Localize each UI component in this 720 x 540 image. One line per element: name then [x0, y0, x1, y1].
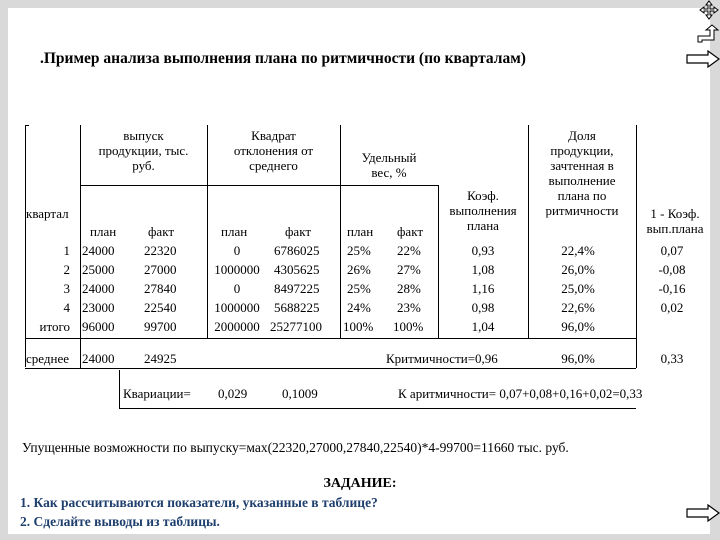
header-fact: факт [148, 224, 175, 239]
cell-quarter: итого [39, 319, 70, 334]
header-share-line: ритмичности [545, 203, 619, 218]
cell-quarter: 2 [63, 262, 70, 277]
header-share-line: выполнение [548, 173, 616, 188]
cell-plan: 24000 [82, 281, 115, 296]
cell-w-fact: 28% [397, 281, 421, 296]
cell-sq-plan: 0 [233, 281, 241, 296]
cell-sq-fact: 6786025 [274, 243, 320, 258]
avg-plan: 24000 [82, 351, 115, 366]
header-fact: факт [397, 224, 424, 239]
forward-arrow-icon[interactable] [686, 50, 720, 68]
cell-sq-plan: 2000000 [214, 319, 260, 334]
move-icon[interactable] [698, 0, 720, 20]
cell-share: 22,6% [561, 300, 595, 315]
header-share-line: продукции, [550, 143, 614, 158]
cell-quarter: 1 [63, 243, 70, 258]
cell-w-fact: 22% [397, 243, 421, 258]
cell-coef: 1,04 [471, 319, 495, 334]
header-square [207, 128, 340, 173]
cell-sq-fact: 25277100 [270, 319, 322, 334]
avg-fact: 24925 [144, 351, 177, 366]
header-weight-line: Удельный [361, 150, 417, 165]
avg-one: 0,33 [660, 351, 684, 366]
cell-plan: 24000 [82, 243, 115, 258]
cell-one: -0,08 [658, 262, 686, 277]
cell-one: -0,16 [658, 281, 686, 296]
header-coef-line: Коэф. [467, 188, 499, 203]
cell-share: 26,0% [561, 262, 595, 277]
cell-one: 0,07 [660, 243, 684, 258]
cell-share: 96,0% [561, 319, 595, 334]
avg-label: среднее [26, 351, 69, 366]
header-output [80, 128, 207, 173]
variation-label: Квариации= [123, 386, 191, 401]
cell-fact: 27000 [144, 262, 177, 277]
cell-w-plan: 25% [347, 243, 371, 258]
return-icon[interactable] [696, 24, 720, 44]
grid-line [119, 370, 120, 408]
cell-sq-plan: 0 [233, 243, 241, 258]
grid-line [25, 338, 636, 339]
cell-fact: 99700 [144, 319, 177, 334]
header-coef-line: выполнения [449, 203, 517, 218]
header-share [528, 128, 636, 218]
cell-quarter: 3 [63, 281, 70, 296]
task-item: 1. Как рассчитываются показатели, указанные в таблице? [20, 495, 378, 510]
header-output-line: продукции, тыс. [98, 143, 189, 158]
cell-sq-fact: 8497225 [274, 281, 320, 296]
cell-w-fact: 23% [397, 300, 421, 315]
cell-w-plan: 26% [347, 262, 371, 277]
cell-w-plan: 100% [343, 319, 374, 334]
grid-line [25, 125, 29, 126]
header-share-line: плана по [557, 188, 607, 203]
header-square-line: отклонения от [233, 143, 314, 158]
header-one-minus [636, 206, 714, 236]
header-output-line: руб. [132, 158, 155, 173]
cell-w-fact: 27% [397, 262, 421, 277]
arhythm-formula: К аритмичности= 0,07+0,08+0,16+0,02=0,33 [398, 386, 643, 401]
cell-w-plan: 24% [347, 300, 371, 315]
cell-sq-fact: 4305625 [274, 262, 320, 277]
task-title: ЗАДАНИЕ: [323, 476, 397, 491]
cell-fact: 22320 [144, 243, 177, 258]
cell-coef: 0,93 [471, 243, 495, 258]
cell-quarter: 4 [63, 300, 70, 315]
avg-share: 96,0% [561, 351, 595, 366]
header-coef [438, 188, 528, 233]
cell-plan: 96000 [82, 319, 115, 334]
header-weight-line: вес, % [371, 165, 407, 180]
header-share-line: зачтенная в [550, 158, 614, 173]
cell-w-plan: 25% [347, 281, 371, 296]
forward-arrow-icon-bottom[interactable] [686, 504, 720, 522]
lost-opportunities: Упущенные возможности по выпуску=мах(22320,27000,27840,22540)*4-99700=11660 тыс. руб. [22, 440, 569, 455]
header-fact: факт [285, 224, 312, 239]
grid-line [80, 185, 207, 186]
header-weight [340, 150, 438, 180]
variation-plan: 0,029 [218, 386, 248, 401]
cell-fact: 27840 [144, 281, 177, 296]
cell-coef: 0,98 [471, 300, 495, 315]
header-square-line: среднего [249, 158, 298, 173]
cell-share: 25,0% [561, 281, 595, 296]
header-share-line: Доля [568, 128, 596, 143]
header-plan: план [221, 224, 248, 239]
variation-fact: 0,1009 [282, 386, 318, 401]
cell-sq-plan: 1000000 [214, 262, 260, 277]
avg-k-rhythm: Критмичности=0,96 [386, 351, 498, 366]
header-quarter: квартал [26, 206, 69, 221]
header-coef-line: плана [467, 218, 499, 233]
header-square-line: Квадрат [251, 128, 296, 143]
header-output-line: выпуск [123, 128, 164, 143]
grid-line [25, 368, 636, 369]
cell-share: 22,4% [561, 243, 595, 258]
task-item: 2. Сделайте выводы из таблицы. [20, 514, 220, 529]
cell-sq-fact: 5688225 [274, 300, 320, 315]
cell-coef: 1,16 [471, 281, 495, 296]
grid-line [207, 185, 438, 186]
cell-one: 0,02 [660, 300, 684, 315]
cell-coef: 1,08 [471, 262, 495, 277]
header-plan: план [347, 224, 374, 239]
header-one-minus-line: 1 - Коэф. [650, 206, 700, 221]
cell-fact: 22540 [144, 300, 177, 315]
grid-line [119, 408, 636, 409]
header-plan: план [90, 224, 117, 239]
page-title: .Пример анализа выполнения плана по ритмичности (по кварталам) [40, 50, 526, 67]
header-one-minus-line: вып.плана [646, 221, 704, 236]
cell-w-fact: 100% [393, 319, 424, 334]
cell-sq-plan: 1000000 [214, 300, 260, 315]
cell-plan: 23000 [82, 300, 115, 315]
cell-plan: 25000 [82, 262, 115, 277]
